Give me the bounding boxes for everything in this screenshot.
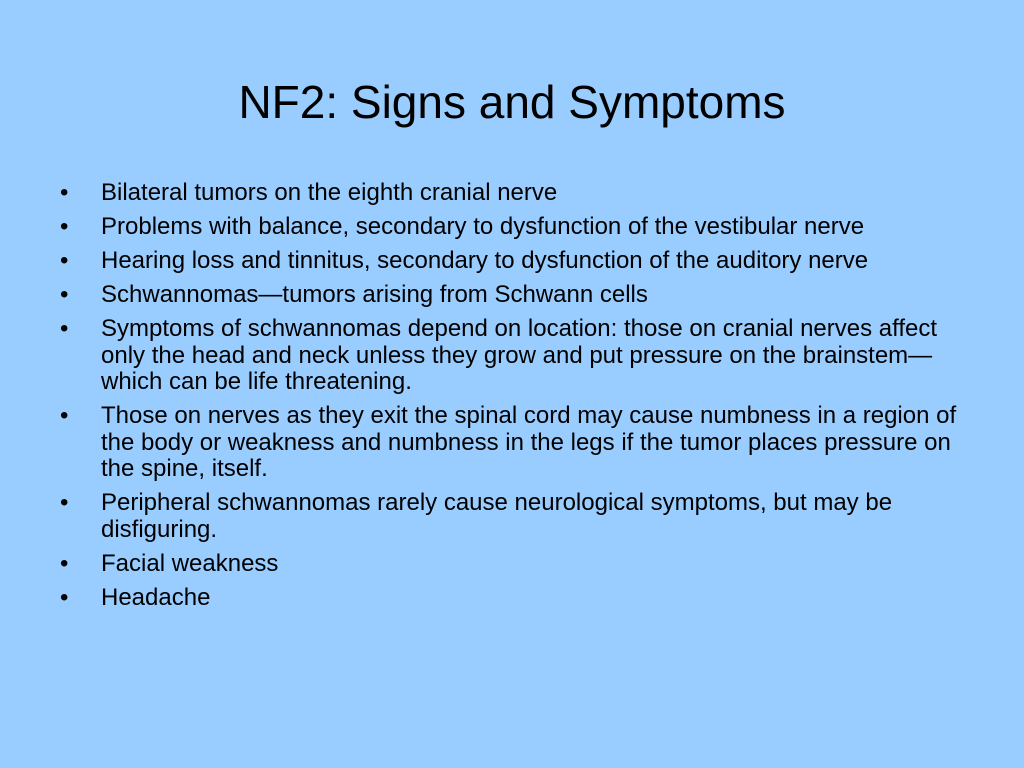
list-item <box>60 403 970 483</box>
bullet-text: Hearing loss and tinnitus, secondary to dysfunction of the auditory nerve <box>101 247 869 274</box>
bullet-dot-icon: • <box>60 213 69 240</box>
bullet-dot-icon: • <box>60 281 69 308</box>
bullet-text: Bilateral tumors on the eighth cranial nerve <box>101 179 558 206</box>
bullet-text: Schwannomas—tumors arising from Schwann cells <box>101 281 648 308</box>
list-item <box>60 316 970 396</box>
list-item <box>60 490 970 543</box>
bullet-text: Facial weakness <box>101 549 279 577</box>
list-item <box>60 180 970 207</box>
list-item <box>60 248 970 275</box>
bullet-text: Symptoms of schwannomas depend on location: those on cranial nerves affect only the head and neck unless they grow and put pressure on the brainstem—which can be life threatening. <box>101 315 938 395</box>
bullet-dot-icon: • <box>60 179 69 206</box>
bullet-dot-icon: • <box>60 549 69 577</box>
slide-title: NF2: Signs and Symptoms <box>238 76 786 128</box>
list-item <box>60 214 970 241</box>
bullet-dot-icon: • <box>60 315 69 342</box>
bullet-text: Those on nerves as they exit the spinal cord may cause numbness in a region of the body or weakness and numbness in the legs if the tumor places pressure on the spine, itself. <box>101 402 957 482</box>
bullet-list <box>60 180 970 619</box>
list-item <box>60 551 970 578</box>
list-item <box>60 585 970 612</box>
bullet-dot-icon: • <box>60 583 69 611</box>
list-item <box>60 282 970 309</box>
bullet-text: Headache <box>101 583 211 611</box>
bullet-dot-icon: • <box>60 489 69 516</box>
bullet-text: Peripheral schwannomas rarely cause neurological symptoms, but may be disfiguring. <box>101 489 893 543</box>
bullet-dot-icon: • <box>60 247 69 274</box>
bullet-text: Problems with balance, secondary to dysfunction of the vestibular nerve <box>101 213 865 240</box>
bullet-dot-icon: • <box>60 402 69 429</box>
